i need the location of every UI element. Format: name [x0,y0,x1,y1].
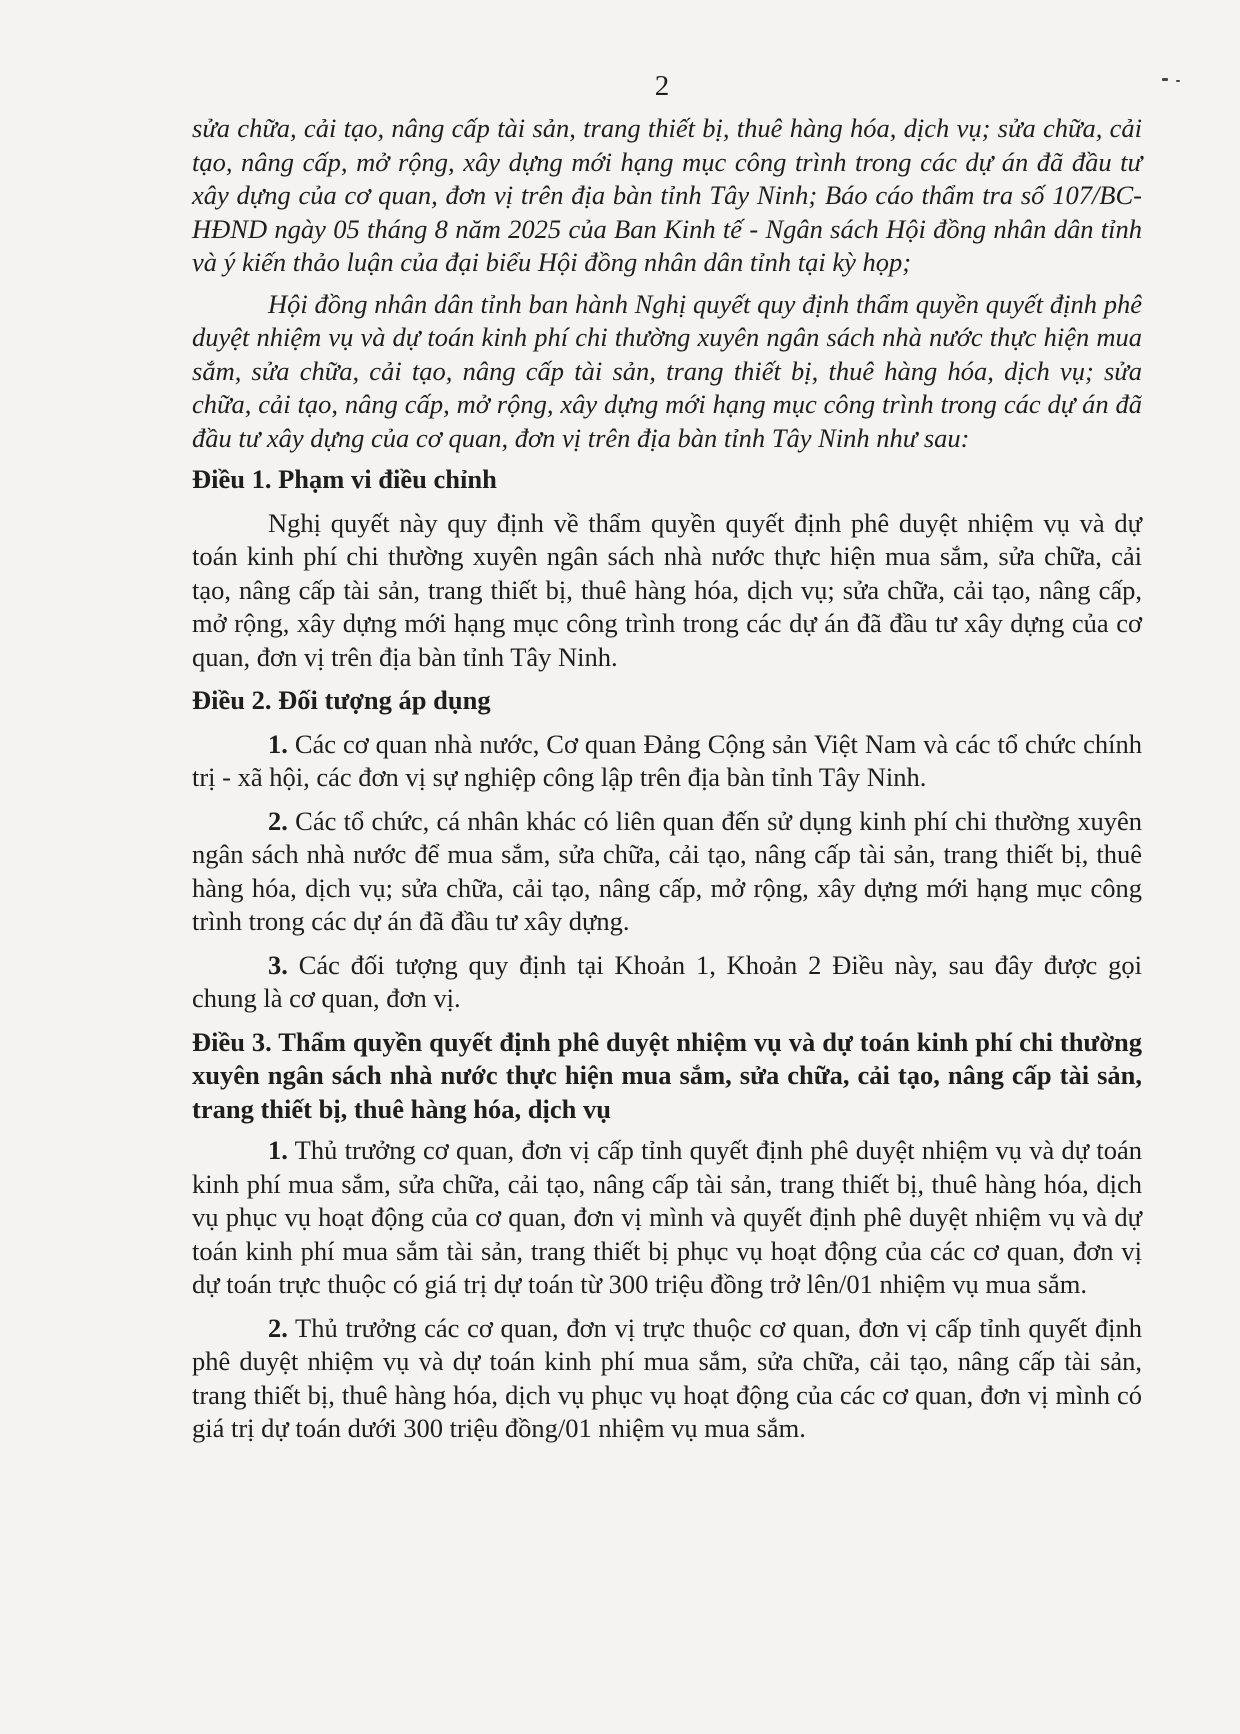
article-3-item-1 [192,1134,1142,1302]
scan-mark [1162,78,1168,81]
article-3-item-2 [192,1312,1142,1446]
item-number: 1. [268,1135,288,1165]
item-number: 2. [268,1312,288,1343]
item-text: Thủ trưởng các cơ quan, đơn vị trực thuộc cơ quan, đơn vị cấp tỉnh quyết định phê duyệt nhiệm vụ và dự toán kinh phí mua sắm, sửa chữa, cải tạo, nâng cấp tài sản, trang thiết bị, thuê hàng hóa, dịch vụ phục vụ hoạt động của các cơ quan, đơn vị mình có giá trị dự toán dưới 300 triệu đồng/01 nhiệm vụ mua sắm. [192,1312,1142,1443]
item-text: Các cơ quan nhà nước, Cơ quan Đảng Cộng sản Việt Nam và các tổ chức chính trị - xã hội, các đơn vị sự nghiệp công lập trên địa bàn tỉnh Tây Ninh. [192,728,1142,792]
item-text: Các đối tượng quy định tại Khoản 1, Khoản 2 Điều này, sau đây được gọi chung là cơ quan, đơn vị. [192,949,1142,1013]
article-3-heading: Điều 3. Thẩm quyền quyết định phê duyệt nhiệm vụ và dự toán kinh phí chi thường xuyên ngân sách nhà nước thực hiện mua sắm, sửa chữa, cải tạo, nâng cấp tài sản, trang thiết bị, thuê hàng hóa, dịch vụ [192,1026,1142,1124]
article-2-item-1 [192,728,1142,795]
item-number: 2. [268,805,288,836]
item-text: Các tổ chức, cá nhân khác có liên quan đến sử dụng kinh phí chi thường xuyên ngân sách nhà nước để mua sắm, sửa chữa, cải tạo, nâng cấp tài sản, trang thiết bị, thuê hàng hóa, dịch vụ; sửa chữa, cải tạo, nâng cấp, mở rộng, xây dựng mới hạng mục công trình trong các dự án đã đầu tư xây dựng. [192,805,1142,936]
item-text: Thủ trưởng cơ quan, đơn vị cấp tỉnh quyết định phê duyệt nhiệm vụ và dự toán kinh phí mua sắm, sửa chữa, cải tạo, nâng cấp tài sản, trang thiết bị, thuê hàng hóa, dịch vụ phục vụ hoạt động của cơ quan, đơn vị mình và quyết định phê duyệt nhiệm vụ và dự toán kinh phí mua sắm tài sản, trang thiết bị phục vụ hoạt động của các cơ quan, đơn vị dự toán trực thuộc có giá trị dự toán từ 300 triệu đồng trở lên/01 nhiệm vụ mua sắm. [192,1135,1142,1299]
item-number: 3. [268,949,288,980]
enactment-clause: Hội đồng nhân dân tỉnh ban hành Nghị quyết quy định thẩm quyền quyết định phê duyệt nhiệm vụ và dự toán kinh phí chi thường xuyên ngân sách nhà nước thực hiện mua sắm, sửa chữa, cải tạo, nâng cấp tài sản, trang thiết bị, thuê hàng hóa, dịch vụ; sửa chữa, cải tạo, nâng cấp, mở rộng, xây dựng mới hạng mục công trình trong các dự án đã đầu tư xây dựng của cơ quan, đơn vị trên địa bàn tỉnh Tây Ninh như sau: [192,288,1142,453]
article-2-item-2 [192,805,1142,939]
page-number: 2 [654,70,670,102]
preamble-continuation: sửa chữa, cải tạo, nâng cấp tài sản, trang thiết bị, thuê hàng hóa, dịch vụ; sửa chữa, cải tạo, nâng cấp, mở rộng, xây dựng mới hạng mục công trình trong các dự án đã đầu tư xây dựng của cơ quan, đơn vị trên địa bàn tỉnh Tây Ninh; Báo cáo thẩm tra số 107/BC-HĐND ngày 05 tháng 8 năm 2025 của Ban Kinh tế - Ngân sách Hội đồng nhân dân tỉnh và ý kiến thảo luận của đại biểu Hội đồng nhân dân tỉnh tại kỳ họp; [192,113,1142,277]
item-number: 1. [268,728,288,759]
article-2-item-3 [192,949,1142,1016]
scan-mark [1176,80,1180,82]
article-1-text: Nghị quyết này quy định về thẩm quyền quyết định phê duyệt nhiệm vụ và dự toán kinh phí chi thường xuyên ngân sách nhà nước thực hiện mua sắm, sửa chữa, cải tạo, nâng cấp tài sản, trang thiết bị, thuê hàng hóa, dịch vụ; sửa chữa, cải tạo, nâng cấp, mở rộng, xây dựng mới hạng mục công trình trong các dự án đã đầu tư xây dựng của cơ quan, đơn vị trên địa bàn tỉnh Tây Ninh. [192,507,1142,672]
document-body [192,112,1142,1456]
article-2-heading: Điều 2. Đối tượng áp dụng [192,685,491,715]
article-1-heading: Điều 1. Phạm vi điều chỉnh [192,464,497,494]
